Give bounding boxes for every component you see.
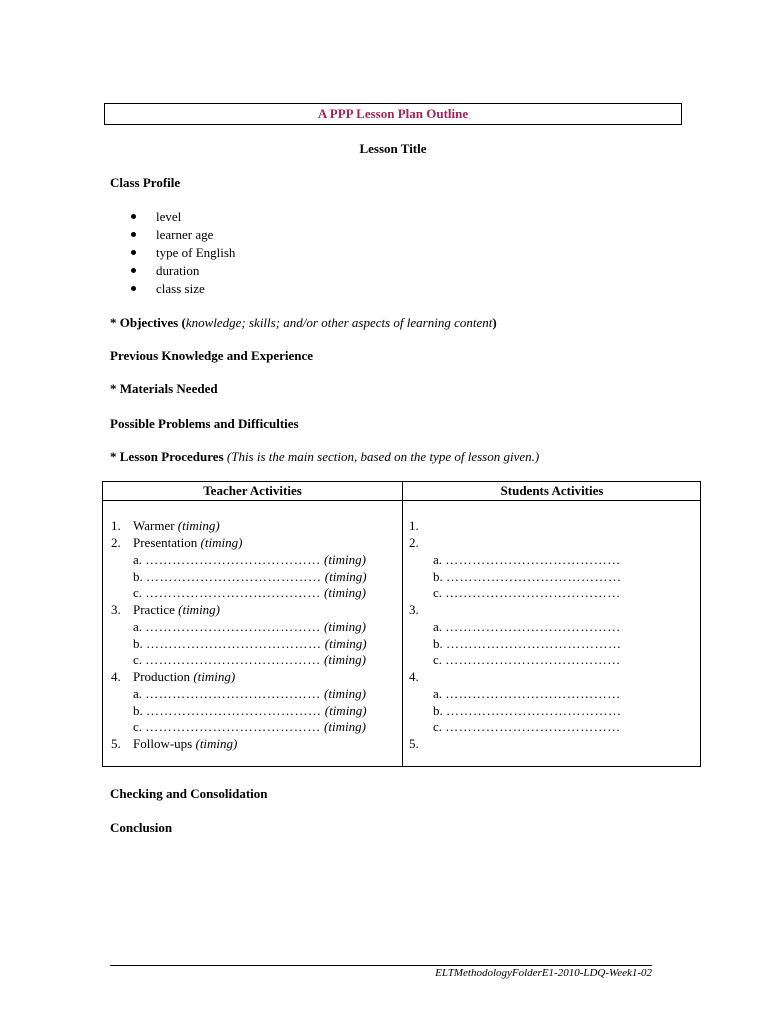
teacher-sub-item <box>133 685 366 702</box>
dotted-line: ………………………………… <box>145 552 321 567</box>
dotted-line: ………………………………… <box>445 686 621 701</box>
stage-label: Warmer <box>133 518 175 533</box>
sub-letter: b. <box>433 569 443 584</box>
dotted-line: ………………………………… <box>445 552 621 567</box>
timing-note: (timing) <box>324 552 366 567</box>
teacher-stage-3 <box>111 601 221 618</box>
lesson-title: Lesson Title <box>359 141 427 156</box>
footer-text: ELTMethodologyFolderE1-2010-LDQ-Week1-02 <box>435 967 652 979</box>
dotted-line: ………………………………… <box>146 569 322 584</box>
objectives-detail: knowledge; skills; and/or other aspects of learning content <box>185 315 493 330</box>
dotted-line: ………………………………… <box>445 719 621 734</box>
procedures-line <box>110 449 539 465</box>
student-sub-item <box>433 635 622 652</box>
sub-letter: b. <box>133 636 143 651</box>
stage-number: 5. <box>111 736 121 751</box>
footer-rule <box>110 965 652 966</box>
student-sub-item <box>433 685 621 702</box>
stage-label: Presentation <box>133 535 198 550</box>
sub-letter: b. <box>433 703 443 718</box>
objectives-line <box>110 315 497 331</box>
teacher-sub-item <box>133 651 366 668</box>
dotted-line: ………………………………… <box>145 719 321 734</box>
stage-number: 2. <box>111 535 121 550</box>
list-item: class size <box>128 280 235 298</box>
timing-note: (timing) <box>324 569 367 584</box>
timing-note: (timing) <box>324 585 366 600</box>
dotted-line: ………………………………… <box>445 652 621 667</box>
timing-note: (timing) <box>177 518 220 533</box>
student-sub-item <box>433 618 621 635</box>
student-stage-1: 1. <box>409 518 419 533</box>
timing-note: (timing) <box>200 535 243 550</box>
dotted-line: ………………………………… <box>446 636 622 651</box>
list-item: level <box>128 208 235 226</box>
procedures-detail: (This is the main section, based on the type of lesson given.) <box>226 449 540 464</box>
timing-note: (timing) <box>324 703 367 718</box>
teacher-stage-4 <box>111 668 236 685</box>
problems-heading: Possible Problems and Difficulties <box>110 416 299 431</box>
stage-number: 4. <box>111 669 121 684</box>
teacher-stage-1 <box>111 517 220 534</box>
timing-note: (timing) <box>324 636 367 651</box>
teacher-activities-header: Teacher Activities <box>203 483 302 498</box>
sub-letter: a. <box>433 686 443 701</box>
list-item: duration <box>128 262 235 280</box>
teacher-sub-item <box>133 635 367 652</box>
previous-knowledge-heading: Previous Knowledge and Experience <box>110 348 314 363</box>
class-profile-list <box>128 208 235 298</box>
sub-letter: c. <box>133 719 143 734</box>
student-sub-item <box>433 568 622 585</box>
dotted-line: ………………………………… <box>145 585 321 600</box>
stage-label: Production <box>133 669 191 684</box>
dotted-line: ………………………………… <box>146 703 322 718</box>
timing-note: (timing) <box>324 686 366 701</box>
checking-heading: Checking and Consolidation <box>110 786 268 801</box>
stage-number: 3. <box>111 602 121 617</box>
student-sub-item <box>433 551 621 568</box>
dotted-line: ………………………………… <box>446 569 622 584</box>
student-stage-2: 2. <box>409 535 419 550</box>
timing-note: (timing) <box>324 619 366 634</box>
stage-label: Follow-ups <box>133 736 193 751</box>
student-sub-item <box>433 651 621 668</box>
student-stage-3: 3. <box>409 602 419 617</box>
student-stage-4: 4. <box>409 669 419 684</box>
table-column-divider <box>402 482 403 766</box>
procedures-label: * Lesson Procedures <box>110 449 224 464</box>
document-title-box <box>104 103 682 125</box>
teacher-stage-5 <box>111 735 238 752</box>
sub-letter: a. <box>433 619 443 634</box>
teacher-sub-item <box>133 568 367 585</box>
list-item: type of English <box>128 244 235 262</box>
class-profile-heading: Class Profile <box>110 175 181 190</box>
teacher-sub-item <box>133 618 366 635</box>
teacher-stage-2 <box>111 534 243 551</box>
dotted-line: ………………………………… <box>145 686 321 701</box>
document-title: A PPP Lesson Plan Outline <box>317 106 469 121</box>
teacher-sub-item <box>133 584 366 601</box>
sub-letter: c. <box>433 585 443 600</box>
timing-note: (timing) <box>195 736 238 751</box>
timing-note: (timing) <box>193 669 236 684</box>
dotted-line: ………………………………… <box>145 619 321 634</box>
student-sub-item <box>433 718 621 735</box>
sub-letter: b. <box>433 636 443 651</box>
table-header-rule <box>103 500 700 501</box>
sub-letter: b. <box>133 703 143 718</box>
objectives-close: ) <box>492 315 497 330</box>
sub-letter: c. <box>433 652 443 667</box>
dotted-line: ………………………………… <box>446 703 622 718</box>
timing-note: (timing) <box>178 602 221 617</box>
stage-label: Practice <box>133 602 175 617</box>
list-item: learner age <box>128 226 235 244</box>
sub-letter: a. <box>433 552 443 567</box>
procedures-table <box>102 481 701 767</box>
timing-note: (timing) <box>324 652 366 667</box>
stage-number: 1. <box>111 518 121 533</box>
dotted-line: ………………………………… <box>445 585 621 600</box>
student-stage-5: 5. <box>409 736 419 751</box>
teacher-sub-item <box>133 702 367 719</box>
student-sub-item <box>433 584 621 601</box>
sub-letter: c. <box>133 652 143 667</box>
student-sub-item <box>433 702 622 719</box>
materials-heading: * Materials Needed <box>110 381 218 396</box>
teacher-sub-item <box>133 718 366 735</box>
dotted-line: ………………………………… <box>146 636 322 651</box>
sub-letter: c. <box>133 585 143 600</box>
timing-note: (timing) <box>324 719 366 734</box>
conclusion-heading: Conclusion <box>110 820 173 835</box>
sub-letter: a. <box>133 619 143 634</box>
sub-letter: a. <box>133 552 143 567</box>
teacher-sub-item <box>133 551 366 568</box>
sub-letter: c. <box>433 719 443 734</box>
dotted-line: ………………………………… <box>445 619 621 634</box>
students-activities-header: Students Activities <box>500 483 604 498</box>
sub-letter: a. <box>133 686 143 701</box>
objectives-label: * Objectives ( <box>110 315 186 330</box>
sub-letter: b. <box>133 569 143 584</box>
dotted-line: ………………………………… <box>145 652 321 667</box>
